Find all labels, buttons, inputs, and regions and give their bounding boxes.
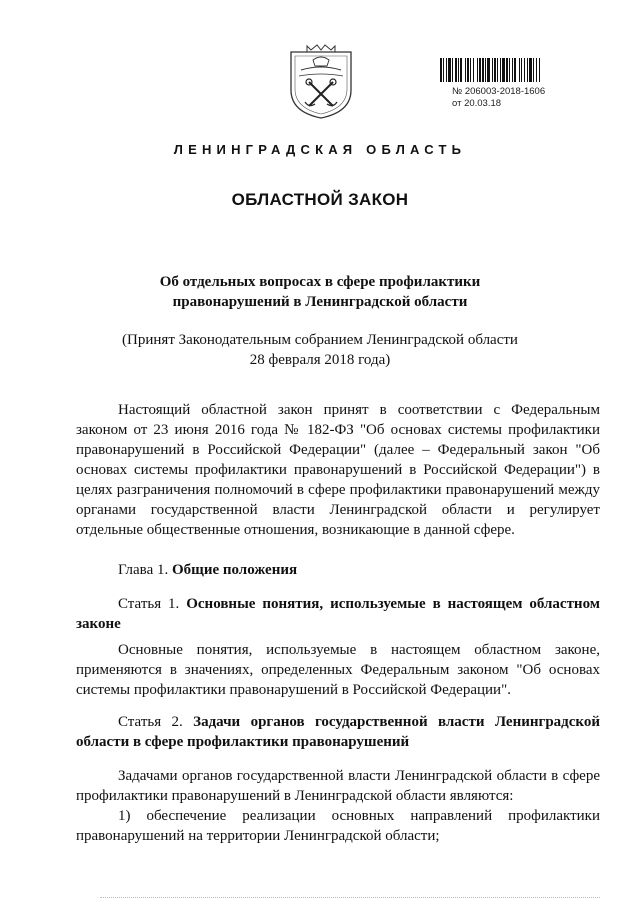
coat-of-arms-emblem [287, 42, 355, 120]
adoption-note [100, 330, 540, 370]
registration-stamp [452, 86, 545, 110]
adoption-line-1: (Принят Законодательным собранием Ленинградской области [122, 332, 518, 348]
article-2-title: Задачи органов государственной власти Ленинградской области в сфере профилактики правонарушений [76, 714, 601, 750]
article-1-heading [76, 594, 600, 634]
barcode-image [440, 58, 602, 82]
law-type-heading: ОБЛАСТНОЙ ЗАКОН [231, 190, 409, 209]
article-1-body: Основные понятия, используемые в настоящем областном законе, применяются в значениях, определенных Федеральным законом "Об основах системы профилактики правонарушений в Российской Федерации". [76, 642, 600, 698]
preamble-paragraph: Настоящий областной закон принят в соответствии с Федеральным законом от 23 июня 2016 года № 182-ФЗ "Об основах системы профилактики правонарушений в Российской Федерации" (далее – Федеральный закон "Об основах системы профилактики правонарушений в Российской Федерации") в целях разграничения полномочий в сфере профилактики правонарушений между органами государственной власти Ленинградской области и регулирует отдельные общественные отношения, возникающие в данной сфере. [76, 402, 600, 538]
region-title: ЛЕНИНГРАДСКАЯ ОБЛАСТЬ [173, 142, 467, 157]
registration-number: № 206003-2018-1606 [452, 86, 546, 97]
article-2-intro: Задачами органов государственной власти Ленинградской области в сфере профилактики правонарушений в Ленинградской области являются: [76, 768, 600, 804]
article-2-heading [76, 712, 600, 752]
chapter-1-heading [76, 560, 600, 580]
registration-date: от 20.03.18 [452, 98, 502, 109]
adoption-line-2: 28 февраля 2018 года) [249, 352, 391, 368]
article-1-title: Основные понятия, используемые в настоящем областном законе [76, 596, 601, 632]
article-2-item-1: 1) обеспечение реализации основных направлений профилактики правонарушений на территории Ленинградской области; [76, 808, 600, 844]
law-title [120, 272, 520, 312]
law-title-line-2: правонарушений в Ленинградской области [172, 294, 468, 310]
law-title-line-1: Об отдельных вопросах в сфере профилактики [159, 274, 481, 290]
chapter-1-prefix: Глава 1. [118, 562, 169, 578]
page-bottom-divider [100, 897, 600, 902]
chapter-1-title: Общие положения [171, 562, 298, 578]
article-2-prefix: Статья 2. [118, 714, 183, 730]
article-1-prefix: Статья 1. [118, 596, 180, 612]
